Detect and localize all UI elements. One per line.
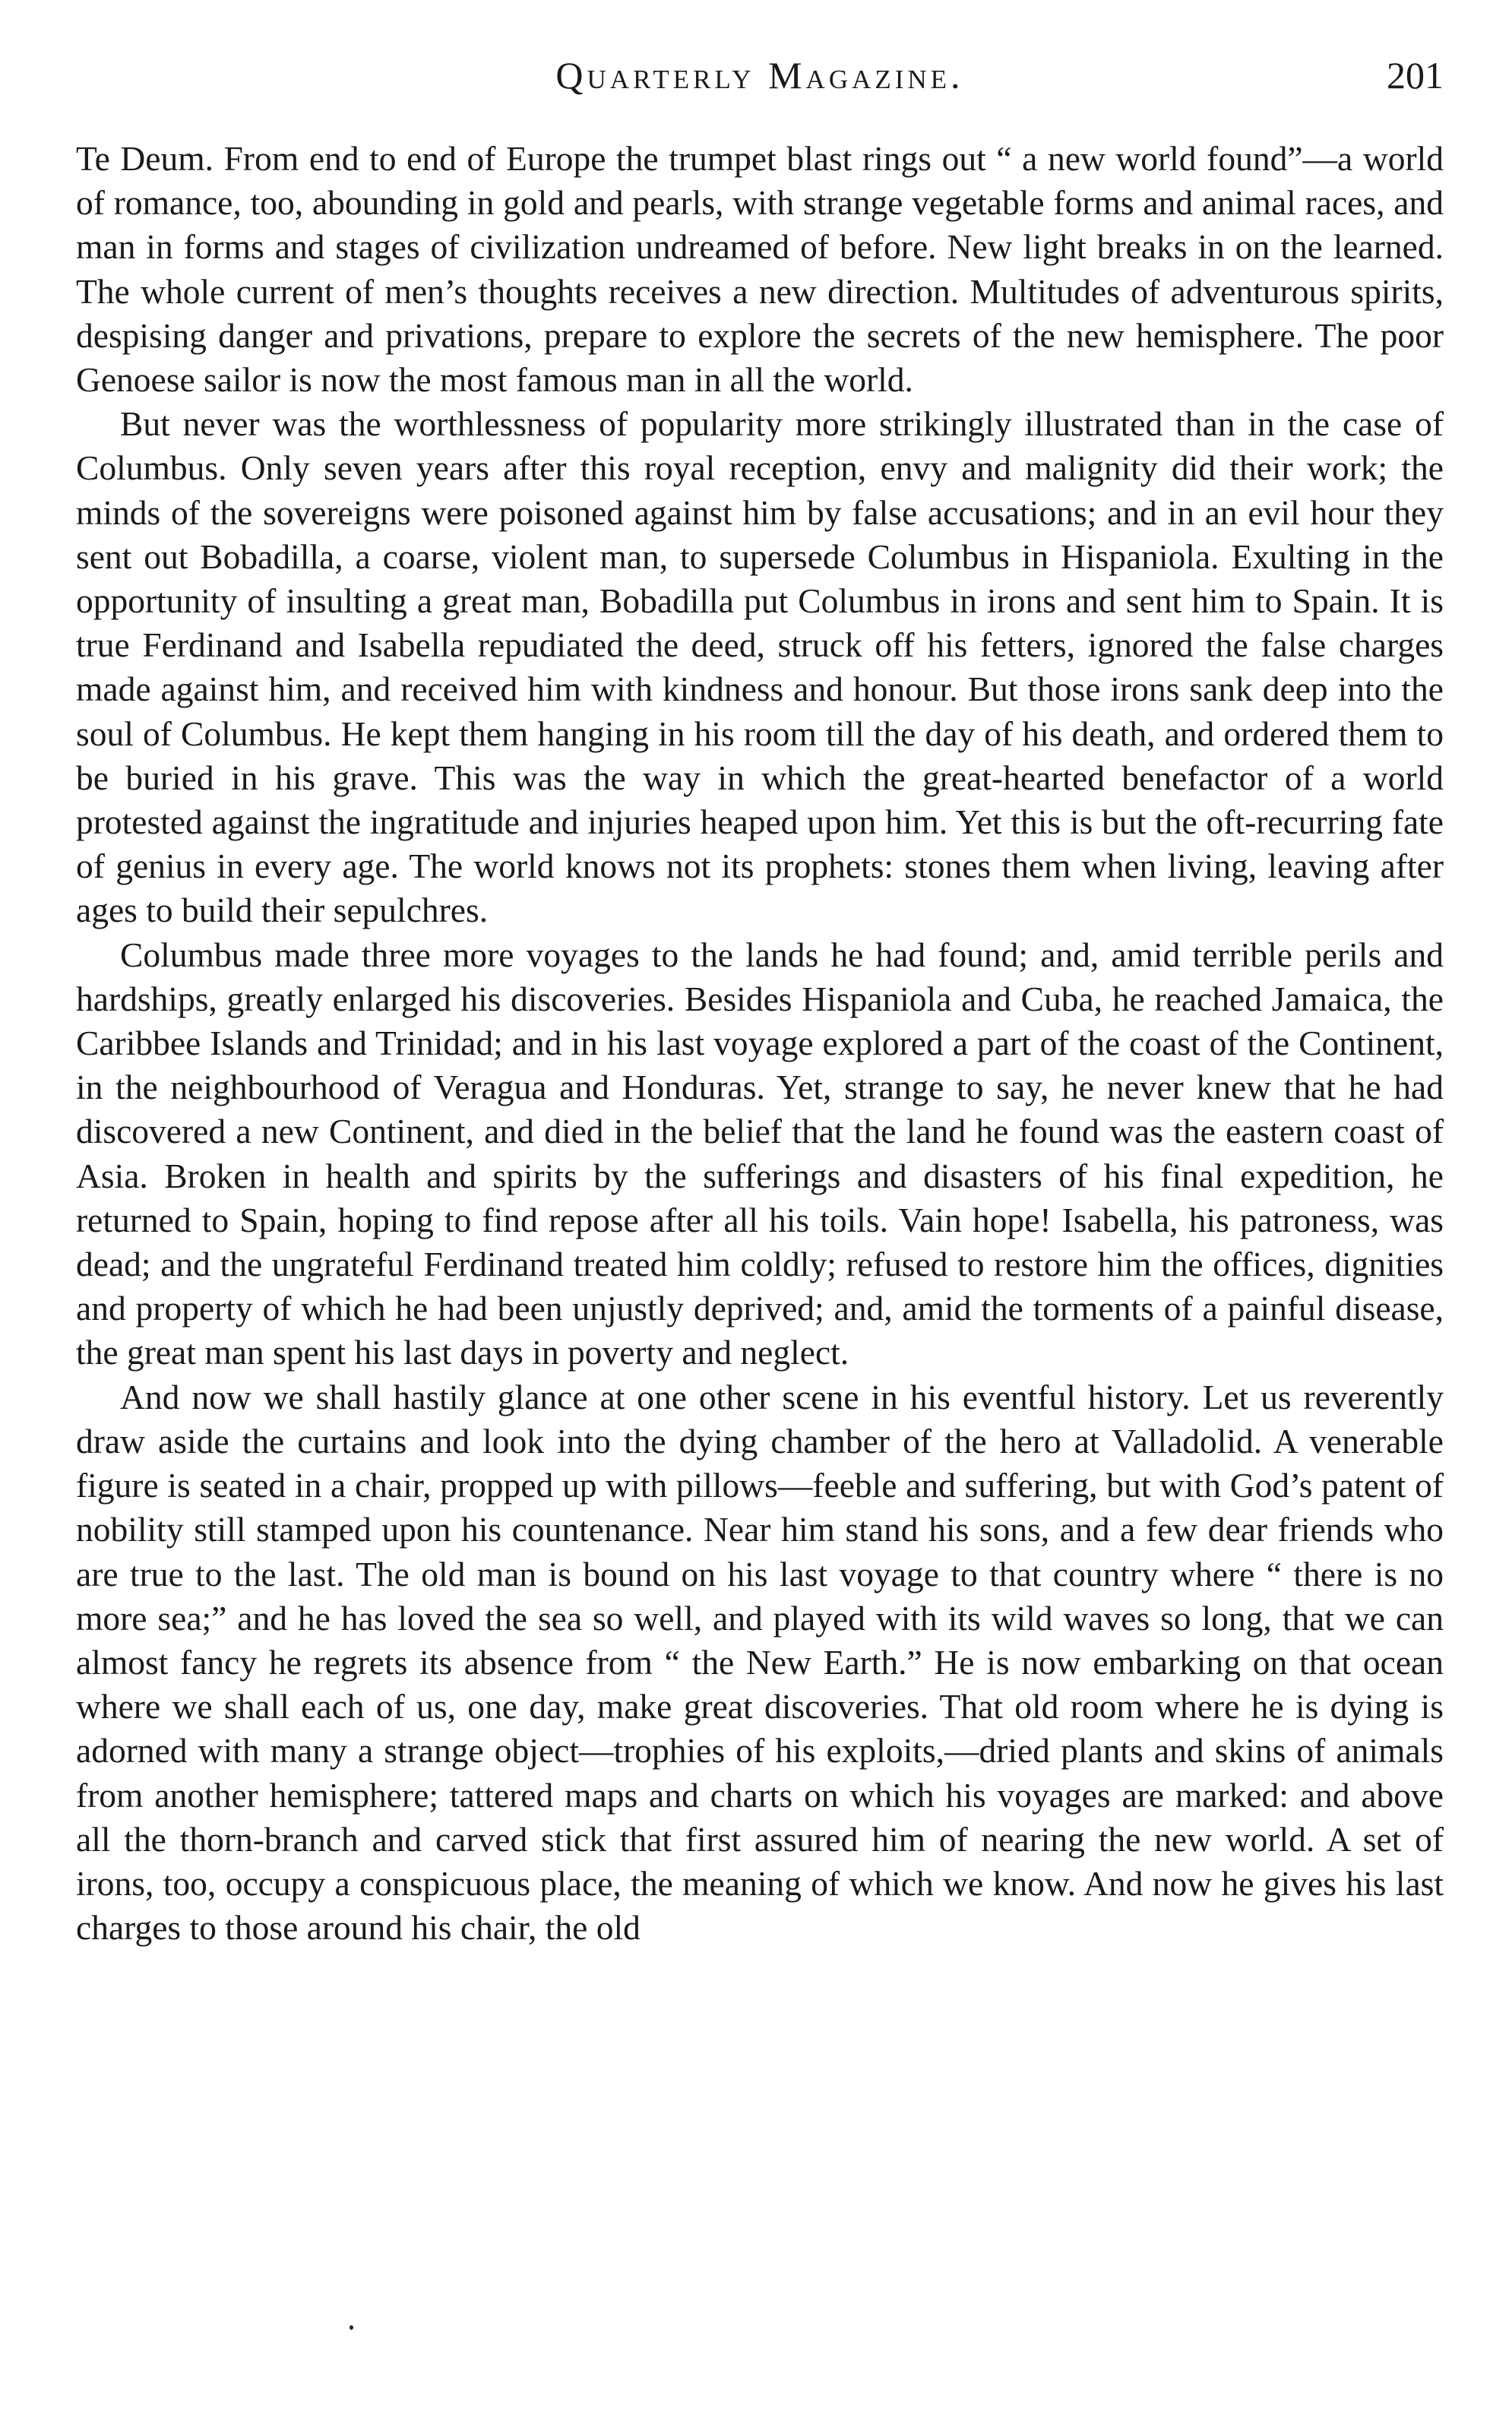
print-speck xyxy=(350,2325,353,2330)
page-number: 201 xyxy=(1387,54,1444,97)
running-title: Quarterly Magazine. xyxy=(555,54,964,97)
paragraph-dying-chamber: And now we shall hastily glance at one other scene in his eventful history. Let us reverently draw aside the curtains and look into the dying chamber of the hero at Valladolid. A venerable figure is seated in a chair, propped up with pillows—feeble and suffering, but with God’s patent of nobility still stamped upon his countenance. Near him stand his sons, and a few dear friends who are true to the last. The old man is bound on his last voyage to that country where “ there is no more sea;” and he has loved the sea so well, and played with its wild waves so long, that we can almost fancy he regrets its absence from “ the New Earth.” He is now embarking on that ocean where we shall each of us, one day, make great discoveries. That old room where he is dying is adorned with many a strange object—trophies of his exploits,—dried plants and skins of animals from another hemisphere; tattered maps and charts on which his voyages are marked: and above all the thorn-branch and carved stick that first assured him of nearing the new world. A set of irons, too, occupy a conspicuous place, the meaning of which we know. And now he gives his last charges to those around his chair, the old xyxy=(76,1377,1444,1948)
page-header xyxy=(76,53,1444,137)
magazine-page xyxy=(76,53,1444,2378)
paragraph-continued: Te Deum. From end to end of Europe the trumpet blast rings out “ a new world found”—a world of romance, too, abounding in gold and pearls, with strange vegetable forms and animal races, and man in forms and stages of civilization undreamed of before. New light breaks in on the learned. The whole current of men’s thoughts receives a new direction. Multitudes of adventurous spirits, despising danger and privations, prepare to explore the secrets of the new hemisphere. The poor Genoese sailor is now the most famous man in all the world. xyxy=(76,139,1444,400)
article-body xyxy=(76,137,1444,1950)
paragraph-voyages: Columbus made three more voyages to the lands he had found; and, amid terrible perils and hardships, greatly enlarged his discoveries. Besides Hispaniola and Cuba, he reached Jamaica, the Caribbee Islands and Trinidad; and in his last voyage explored a part of the coast of the Continent, in the neighbourhood of Veragua and Honduras. Yet, strange to say, he never knew that he had discovered a new Continent, and died in the belief that the land he found was the eastern coast of Asia. Broken in health and spirits by the sufferings and disasters of his final expedition, he returned to Spain, hoping to find repose after all his toils. Vain hope! Isabella, his patroness, was dead; and the ungrateful Ferdinand treated him coldly; refused to restore him the offices, dignities and property of which he had been unjustly deprived; and, amid the torments of a painful disease, the great man spent his last days in poverty and neglect. xyxy=(76,935,1444,1372)
paragraph-popularity: But never was the worthlessness of popularity more strikingly illustrated than in the case of Columbus. Only seven years after this royal reception, envy and malignity did their work; the minds of the sovereigns were poisoned against him by false accusations; and in an evil hour they sent out Bobadilla, a coarse, violent man, to supersede Columbus in Hispaniola. Exulting in the opportunity of insulting a great man, Bobadilla put Columbus in irons and sent him to Spain. It is true Ferdinand and Isabella repudiated the deed, struck off his fetters, ignored the false charges made against him, and received him with kindness and honour. But those irons sank deep into the soul of Columbus. He kept them hanging in his room till the day of his death, and ordered them to be buried in his grave. This was the way in which the great-hearted benefactor of a world protested against the ingratitude and injuries heaped upon him. Yet this is but the oft-recurring fate of genius in every age. The world knows not its prophets: stones them when living, leaving after ages to build their sepulchres. xyxy=(76,404,1444,930)
